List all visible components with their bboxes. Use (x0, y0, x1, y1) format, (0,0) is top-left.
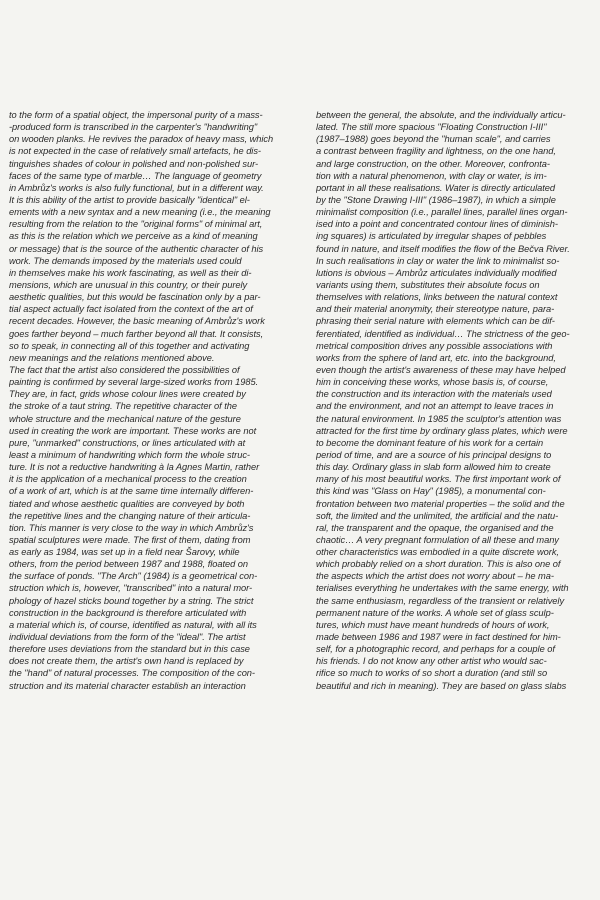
right-column-line: the natural environment. In 1985 the sculptor's attention was (316, 413, 562, 424)
left-column-line: pure, "unmarked" constructions, or lines articulated with at (9, 437, 246, 448)
left-column-line: the repetitive lines and the changing nature of their articula- (9, 510, 251, 521)
left-column-line: it is the application of a mechanical process to the creation (9, 474, 247, 485)
left-column-line: does not create them, the artist's own hand is replaced by (9, 656, 244, 667)
right-column-line: In such realisations in clay or water the link to minimalist so- (316, 255, 560, 266)
right-column-line: variants using them, substitutes their absolute focus on (316, 279, 540, 290)
right-column-line: made between 1986 and 1987 were in fact destined for him- (316, 632, 561, 643)
right-column-line: terialises everything he undertakes with the same energy, with (316, 583, 569, 594)
right-column-line: period of time, and are a source of his principal designs to (316, 449, 552, 460)
left-column-line: so to speak, in connecting all of this together and activating (9, 340, 250, 351)
right-column-line: works from the sphere of land art, etc. into the background, (316, 352, 556, 363)
left-column-line: tiated and whose aesthetic qualities are conveyed by both (9, 498, 245, 509)
right-column-line: ised into a point and concentrated contour lines of diminish- (316, 219, 558, 230)
right-column-line: frontation between two material properties – the solid and the (316, 498, 565, 509)
right-column-line: which probably relied on a short duration. This is also one of (316, 559, 561, 570)
left-column-line: painting is confirmed by several large-sized works from 1985. (9, 377, 259, 388)
left-column-line: -produced form is transcribed in the carpenter's "handwriting" (9, 122, 258, 133)
left-column-line: new meanings and the relations mentioned above. (9, 352, 215, 363)
right-column-line: many of his most beautiful works. The first important work of (316, 474, 561, 485)
left-column-line: The fact that the artist also considered the possibilities of (9, 364, 240, 375)
right-column-line: and the environment, and not an attempt to leave traces in (316, 401, 554, 412)
left-column-line: ements with a new syntax and a new meaning (i.e., the meaning (9, 207, 271, 218)
left-column-line: the surface of ponds. "The Arch" (1984) is a geometrical con- (9, 571, 258, 582)
right-column-line: the same enthusiasm, regardless of the transient or relatively (316, 595, 565, 606)
right-column-line: to become the dominant feature of his work for a certain (316, 437, 544, 448)
right-column-line: lutions is obvious – Ambrůz articulates individually modified (316, 267, 557, 278)
right-text-column (316, 109, 600, 692)
left-column-line: individual deviations from the form of the "ideal". The artist (9, 632, 246, 643)
left-column-line: on wooden planks. He revives the paradox of heavy mass, which (9, 134, 274, 145)
left-column-line: to the form of a spatial object, the impersonal purity of a mass- (9, 110, 263, 120)
left-column-line: therefore uses deviations from the standard but in this case (9, 644, 250, 655)
right-column-line: by the "Stone Drawing I-III" (1986–1987), in which a simple (316, 194, 556, 205)
right-column-line: ral, the transparent and the opaque, the organised and the (316, 522, 554, 533)
right-column-line: metrical composition drives any possible associations with (316, 340, 553, 351)
left-column-line: construction in the background is therefore articulated with (9, 607, 247, 618)
left-column-line: least a minimum of handwriting which form the whole struc- (9, 449, 250, 460)
right-column-line: rifice so much to works of so short a duration (and still so (316, 668, 548, 679)
right-column-line: this kind was "Glass on Hay" (1985), a monumental con- (316, 486, 546, 497)
left-column-line: the stroke of a taut string. The repetitive character of the (9, 401, 237, 412)
left-column-line: whole structure and the mechanical nature of the gesture (9, 413, 241, 424)
right-column-line: between the general, the absolute, and the individually articu- (316, 110, 566, 120)
left-column-line: struction and its material character establish an interaction (9, 680, 246, 691)
right-column-line: attracted for the first time by ordinary glass plates, which were (316, 425, 568, 436)
left-column-line: a material which is, of course, identified as natural, with all its (9, 619, 257, 630)
left-column-line: faces of the same type of marble… The language of geometry (9, 170, 262, 181)
right-column-line: tion with a natural phenomenon, with clay or water, is im- (316, 170, 547, 181)
left-column-line: is not expected in the case of relatively small artefacts, he dis- (9, 146, 261, 157)
right-column-line: and their material anonymity, their stereotype nature, para- (316, 304, 555, 315)
left-column-line: spatial sculptures were made. The first of them, dating from (9, 534, 251, 545)
right-column-line: minimalist composition (i.e., parallel lines, parallel lines organ- (316, 207, 568, 218)
left-column-line: goes farther beyond – much farther beyond all that. It consists, (9, 328, 264, 339)
right-column-line: portant in all these realisations. Water is directly articulated (316, 182, 555, 193)
left-column-line: ture. It is not a reductive handwriting à la Agnes Martin, rather (9, 462, 260, 473)
right-column-line: other characteristics was embodied in a quite discrete work, (316, 547, 559, 558)
left-text-column (9, 109, 302, 692)
left-column-line: as early as 1984, was set up in a field near Šarovy, while (9, 547, 240, 558)
right-column-line: self, for a photographic record, and perhaps for a couple of (316, 644, 555, 655)
right-column-line: even though the artist's awareness of these may have helped (316, 364, 566, 375)
left-column-line: tinguishes shades of colour in polished and non-polished sur- (9, 158, 258, 169)
left-column-line: struction which is, however, "transcribed" into a natural mor- (9, 583, 253, 594)
right-column-line: this day. Ordinary glass in slab form allowed him to create (316, 462, 551, 473)
left-column-line: resulting from the relation to the "original forms" of minimal art, (9, 219, 263, 230)
left-column-line: of a work of art, which is at the same time internally differen- (9, 486, 254, 497)
right-column-line: and large construction, on the other. Moreover, confronta- (316, 158, 550, 169)
right-column-line: the aspects which the artist does not worry about – he ma- (316, 571, 554, 582)
left-column-line: in Ambrůz's works is also fully functional, but in a different way. (9, 182, 264, 193)
right-column-line: the construction and its interaction with the materials used (316, 389, 552, 400)
left-column-line: They are, in fact, grids whose colour lines were created by (9, 389, 246, 400)
right-column-line: beautiful and rich in meaning). They are based on glass slabs (316, 680, 567, 691)
left-column-line: recent decades. However, the basic meaning of Ambrůz's work (9, 316, 265, 327)
left-column-line: as this is the relation which we perceive as a kind of meaning (9, 231, 258, 242)
right-column-line: a contrast between fragility and lightness, on the one hand, (316, 146, 556, 157)
right-column-line: found in nature, and itself modifies the flow of the Bečva River. (316, 243, 570, 254)
left-column-line: phology of hazel sticks bound together by a string. The strict (9, 595, 254, 606)
left-column-line: work. The demands imposed by the materials used could (9, 255, 242, 266)
left-column-line: aesthetic qualities, but this would be fascination only by a par- (9, 292, 261, 303)
left-column-line: It is this ability of the artist to provide basically "identical" el- (9, 194, 250, 205)
right-column-line: him in conceiving these works, whose basis is, of course, (316, 377, 549, 388)
left-column-line: or message) that is the source of the authentic character of his (9, 243, 264, 254)
right-column-line: soft, the limited and the unlimited, the artificial and the natu- (316, 510, 559, 521)
right-column-line: phrasing their serial nature with elements which can be dif- (316, 316, 555, 327)
right-column-line: ing squares) is articulated by irregular shapes of pebbles (316, 231, 547, 242)
right-column-line: lated. The still more spacious "Floating Construction I-III" (316, 122, 547, 133)
right-column-line: permanent nature of the works. A whole set of glass sculp- (316, 607, 554, 618)
right-column-line: ferentiated, identified as individual… The strictness of the geo- (316, 328, 570, 339)
left-column-line: mensions, which are unusual in this country, or their purely (9, 279, 248, 290)
left-column-line: tion. This manner is very close to the way in which Ambrůz's (9, 522, 254, 533)
left-column-line: the "hand" of natural processes. The composition of the con- (9, 668, 255, 679)
right-column-line: his friends. I do not know any other artist who would sac- (316, 656, 547, 667)
left-column-line: used in creating the work are important. These works are not (9, 425, 257, 436)
left-column-line: tial aspect actually fact isolated from the context of the art of (9, 304, 253, 315)
left-column-line: others, from the period between 1987 and 1988, floated on (9, 559, 249, 570)
right-column-line: (1987–1988) goes beyond the "human scale", and carries (316, 134, 551, 145)
right-column-line: tures, which must have meant hundreds of hours of work, (316, 619, 550, 630)
right-column-line: chaotic… A very pregnant formulation of all these and many (316, 534, 559, 545)
left-column-line: in themselves make his work fascinating, as well as their di- (9, 267, 252, 278)
right-column-line: themselves with relations, links between the natural context (316, 292, 558, 303)
